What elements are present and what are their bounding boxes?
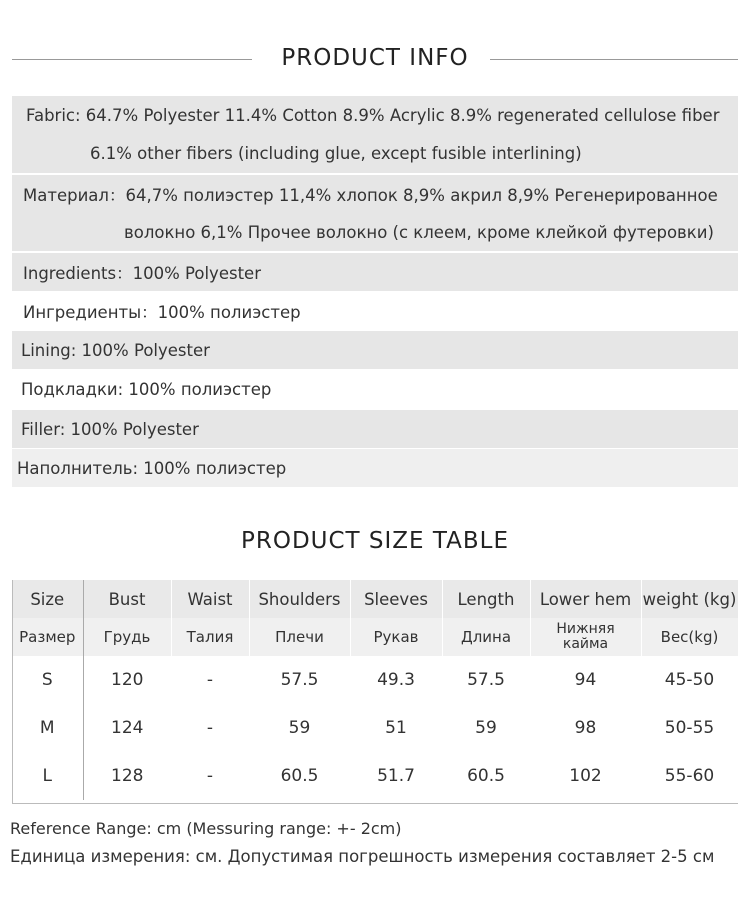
header-bust: Bust	[83, 580, 171, 618]
header-ru-lower-hem	[530, 618, 641, 656]
table-row	[12, 704, 738, 752]
header-ru-length: Длина	[442, 618, 530, 656]
table-row	[12, 752, 738, 800]
cell-sleeves: 51.7	[377, 766, 415, 786]
header-length: Length	[442, 580, 530, 618]
header-lower-hem: Lower hem	[530, 580, 641, 618]
cell-waist: -	[206, 766, 214, 786]
filler-en-text: Filler: 100% Polyester	[21, 419, 199, 439]
header-waist: Waist	[171, 580, 249, 618]
title-line-right	[490, 59, 738, 60]
header-ru-waist: Талия	[171, 618, 249, 656]
cell-size: S	[12, 656, 83, 704]
cell-sleeves: 49.3	[377, 670, 415, 690]
header-ru-bust: Грудь	[83, 618, 171, 656]
ingredients-en-text: Ingredients：100% Polyester	[23, 264, 261, 283]
cell-size: L	[12, 752, 83, 800]
header-size: Size	[12, 580, 83, 618]
reference-note-en: Reference Range: cm (Messuring range: +- 2cm)	[10, 819, 402, 838]
filler-ru-row	[12, 449, 738, 487]
cell-weight: 55-60	[664, 766, 715, 786]
lining-ru-row	[12, 370, 738, 408]
cell-bust: 128	[111, 766, 144, 786]
header-ru-weight: Вес(kg)	[641, 618, 738, 656]
cell-bust: 120	[111, 670, 144, 690]
cell-size: M	[12, 704, 83, 752]
cell-waist: -	[206, 718, 214, 738]
table-frame-bottom	[12, 803, 738, 804]
header-shoulders: Shoulders	[249, 580, 350, 618]
cell-length: 57.5	[467, 670, 505, 690]
fabric-en-block	[12, 96, 738, 173]
cell-length: 59	[475, 718, 497, 738]
cell-lower-hem: 94	[574, 670, 597, 690]
cell-weight: 50-55	[664, 718, 715, 738]
ingredients-ru-row	[12, 292, 738, 330]
fabric-ru-line-2: волокно 6,1% Прочее волокно (с клеем, кроме клейкой футеровки)	[124, 222, 714, 242]
fabric-ru-block	[12, 175, 738, 251]
cell-length: 60.5	[467, 766, 505, 786]
size-table	[12, 580, 739, 800]
cell-shoulders: 59	[288, 718, 311, 738]
cell-shoulders: 60.5	[280, 766, 319, 786]
cell-weight: 45-50	[664, 670, 715, 690]
filler-en-row	[12, 410, 738, 448]
fabric-en-line-1: Fabric: 64.7% Polyester 11.4% Cotton 8.9% Acrylic 8.9% regenerated cellulose fiber	[26, 105, 720, 125]
cell-lower-hem: 98	[574, 718, 597, 738]
size-table-title: PRODUCT SIZE TABLE	[240, 528, 510, 554]
reference-note-ru: Единица измерения: см. Допустимая погрешность измерения составляет 2-5 см	[10, 847, 715, 866]
header-ru-lower-hem-text: Нижняя кайма	[556, 621, 615, 652]
lining-ru-text: Подкладки: 100% полиэстер	[21, 379, 272, 399]
header-ru-sleeves: Рукав	[350, 618, 442, 656]
header-sleeves: Sleeves	[350, 580, 442, 618]
lining-en-row	[12, 331, 738, 369]
header-ru-shoulders: Плечи	[249, 618, 350, 656]
header-ru-size: Размер	[12, 618, 83, 656]
table-row	[12, 656, 738, 704]
cell-bust: 124	[111, 718, 144, 738]
fabric-ru-line-1: Материал：64,7% полиэстер 11,4% хлопок 8,9% акрил 8,9% Регенерированное	[23, 186, 718, 205]
fabric-en-line-2: 6.1% other fibers (including glue, except fusible interlining)	[90, 144, 582, 163]
lining-en-text: Lining: 100% Polyester	[21, 340, 210, 360]
cell-sleeves: 51	[385, 718, 407, 738]
product-info-title: PRODUCT INFO	[281, 45, 469, 71]
cell-shoulders: 57.5	[280, 670, 319, 690]
size-table-header-en	[12, 580, 738, 618]
ingredients-en-row	[12, 253, 738, 291]
ingredients-ru-text: Ингредиенты：100% полиэстер	[23, 303, 301, 322]
cell-waist: -	[206, 670, 214, 690]
table-frame-left	[12, 580, 13, 804]
filler-ru-text: Наполнитель: 100% полиэстер	[17, 458, 287, 478]
header-weight: weight (kg)	[641, 580, 738, 618]
cell-lower-hem: 102	[569, 766, 602, 786]
size-table-header-ru	[12, 618, 738, 656]
